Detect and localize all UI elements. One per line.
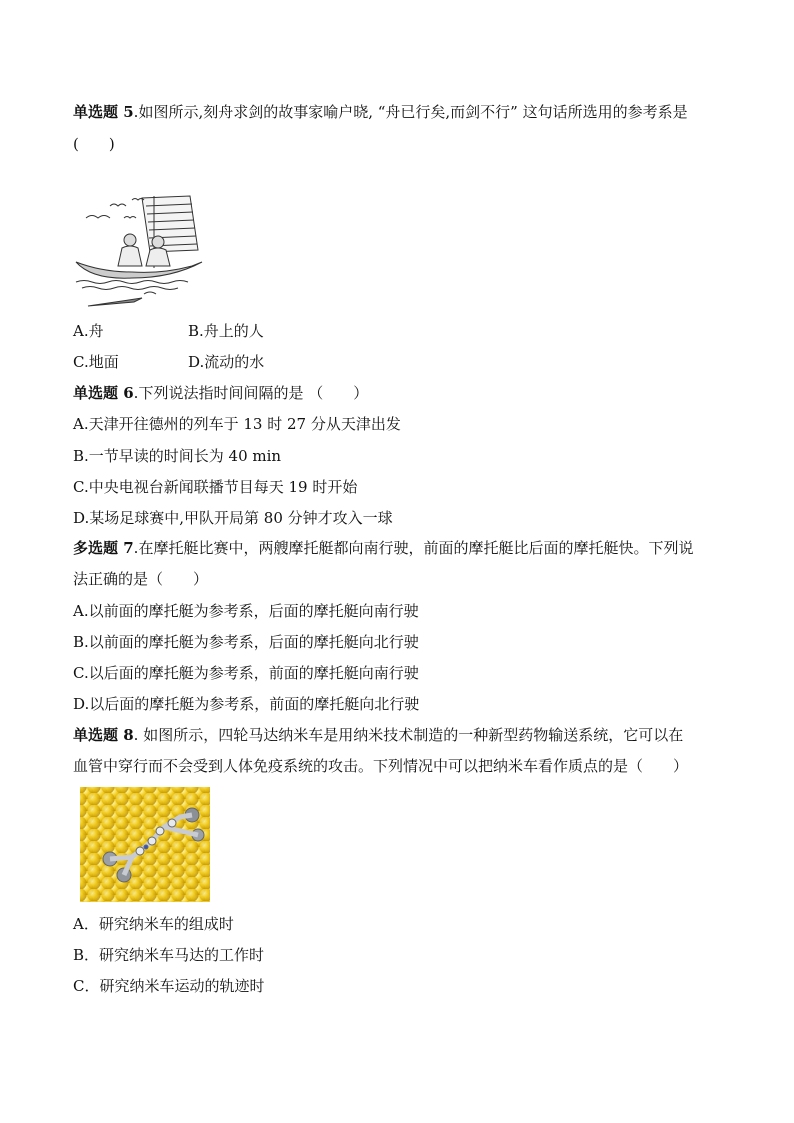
q8-stem [73,725,683,745]
q5-option-c: C.地面 [73,353,119,371]
q8-stem-cont: 血管中穿行而不会受到人体免疫系统的攻击。下列情况中可以把纳米车看作质点的是（ ） [73,757,689,775]
q6-option-a: A.天津开往德州的列车于 13 时 27 分从天津出发 [73,415,401,433]
q7-option-b: B.以前面的摩托艇为参考系，后面的摩托艇向北行驶 [73,633,419,651]
q6-option-d: D.某场足球赛中,甲队开局第 80 分钟才攻入一球 [73,509,393,527]
q8-text: . 如图所示，四轮马达纳米车是用纳米技术制造的一种新型药物输送系统，它可以在 [133,726,684,744]
q7-text: .在摩托艇比赛中，两艘摩托艇都向南行驶，前面的摩托艇比后面的摩托艇快。下列说 [133,539,694,557]
q5-text: .如图所示,刻舟求剑的故事家喻户晓, “舟已行矣,而剑不行” 这句话所选用的参考系是 [133,103,688,121]
q5-option-b: B.舟上的人 [188,322,264,340]
q6-option-b: B.一节早读的时间长为 40 min [73,447,282,465]
nanocar-illustration [80,787,210,902]
q5-option-a: A.舟 [73,322,104,340]
q8-option-a: A．研究纳米车的组成时 [73,915,234,933]
q7-tag: 多选题 7 [73,539,134,557]
q7-stem-cont: 法正确的是（ ） [73,570,209,588]
q6-option-c: C.中央电视台新闻联播节目每天 19 时开始 [73,478,358,496]
q5-option-d: D.流动的水 [188,353,265,371]
q5-tag: 单选题 5 [73,103,134,121]
q8-option-b: B．研究纳米车马达的工作时 [73,946,265,964]
q6-tag: 单选题 6 [73,384,134,402]
q7-option-a: A.以前面的摩托艇为参考系，后面的摩托艇向南行驶 [73,602,419,620]
q5-stem [73,102,688,122]
q7-option-c: C.以后面的摩托艇为参考系，前面的摩托艇向南行驶 [73,664,419,682]
q6-text: .下列说法指时间间隔的是 （ ） [133,384,369,402]
q8-option-c: C．研究纳米车运动的轨迹时 [73,977,265,995]
q8-tag: 单选题 8 [73,726,134,744]
q7-stem [73,538,693,558]
q6-stem [73,383,368,403]
boat-illustration [72,190,207,312]
q7-option-d: D.以后面的摩托艇为参考系，前面的摩托艇向北行驶 [73,695,420,713]
q5-paren: ( ) [73,135,115,153]
